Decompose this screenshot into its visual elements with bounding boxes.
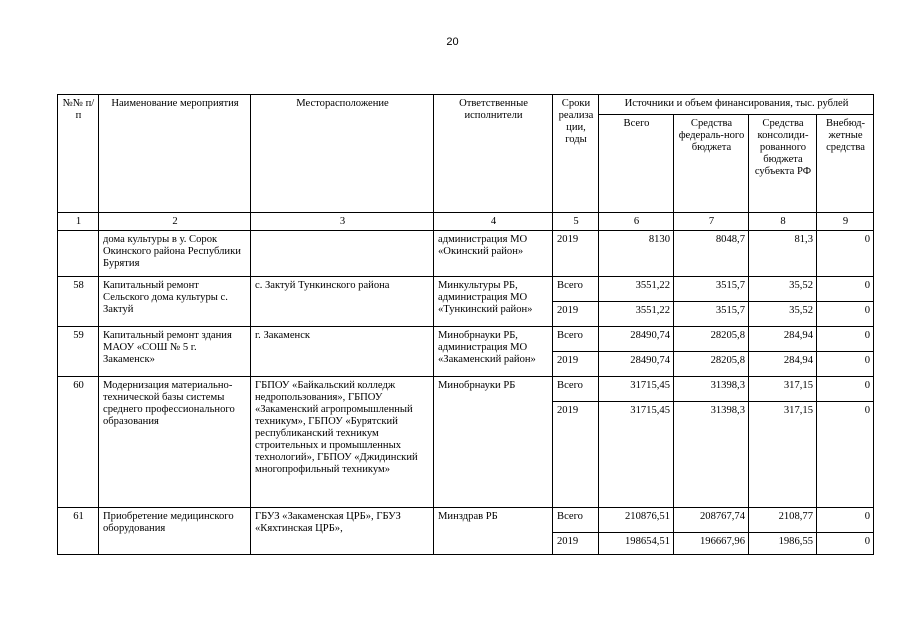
col-number: 3 — [251, 213, 434, 231]
row-total: 28490,74 — [599, 352, 674, 377]
row-extra: 0 — [817, 352, 874, 377]
header-federal: Средства федераль-ного бюджета — [674, 115, 749, 213]
row-term: Всего — [553, 277, 599, 302]
row-responsible: Минобрнауки РБ — [434, 377, 553, 508]
row-location: ГБУЗ «Закаменская ЦРБ», ГБУЗ «Кяхтинская ЦРБ», — [251, 508, 434, 555]
header-funding: Источники и объем финансирования, тыс. рублей — [599, 95, 874, 115]
row-regional: 35,52 — [749, 302, 817, 327]
row-extra: 0 — [817, 533, 874, 555]
col-number: 7 — [674, 213, 749, 231]
header-num: №№ п/п — [58, 95, 99, 213]
row-federal: 31398,3 — [674, 402, 749, 508]
row-extra: 0 — [817, 327, 874, 352]
row-location: ГБПОУ «Байкальский колледж недропользования», ГБПОУ «Закаменский агропромышленный техникум», ГБПОУ «Бурятский республиканский техникум строительных и промышленных технологий», ГБПОУ «Джидинский многопрофильный техникум» — [251, 377, 434, 508]
header-name: Наименование мероприятия — [99, 95, 251, 213]
row-term: Всего — [553, 508, 599, 533]
row-extra: 0 — [817, 302, 874, 327]
row-regional: 2108,77 — [749, 508, 817, 533]
header-regional: Средства консолиди-рованного бюджета субъекта РФ — [749, 115, 817, 213]
row-responsible: Минздрав РБ — [434, 508, 553, 555]
row-extra: 0 — [817, 402, 874, 508]
row-name: Приобретение медицинского оборудования — [99, 508, 251, 555]
table-row — [58, 377, 874, 402]
row-total: 31715,45 — [599, 377, 674, 402]
row-federal: 208767,74 — [674, 508, 749, 533]
row-regional: 284,94 — [749, 352, 817, 377]
row-federal: 3515,7 — [674, 277, 749, 302]
row-term: 2019 — [553, 302, 599, 327]
col-number: 6 — [599, 213, 674, 231]
row-extra: 0 — [817, 277, 874, 302]
row-num: 59 — [58, 327, 99, 377]
row-total: 8130 — [599, 231, 674, 277]
row-total: 3551,22 — [599, 277, 674, 302]
row-name: Капитальный ремонт здания МАОУ «СОШ № 5 г. Закаменск» — [99, 327, 251, 377]
col-number: 9 — [817, 213, 874, 231]
header-total: Всего — [599, 115, 674, 213]
table-row — [58, 508, 874, 533]
col-number: 1 — [58, 213, 99, 231]
row-regional: 81,3 — [749, 231, 817, 277]
row-extra: 0 — [817, 377, 874, 402]
row-federal: 28205,8 — [674, 352, 749, 377]
funding-table — [57, 94, 874, 555]
page-number: 20 — [446, 36, 459, 48]
header-row-1 — [58, 95, 874, 115]
row-name: Капитальный ремонт Сельского дома культуры с. Зактуй — [99, 277, 251, 327]
row-regional: 317,15 — [749, 377, 817, 402]
column-numbers-row — [58, 213, 874, 231]
row-term: Всего — [553, 377, 599, 402]
row-term: Всего — [553, 327, 599, 352]
row-num: 61 — [58, 508, 99, 555]
row-responsible: Минкультуры РБ, администрация МО «Тункинский район» — [434, 277, 553, 327]
row-num: 58 — [58, 277, 99, 327]
row-regional: 1986,55 — [749, 533, 817, 555]
row-term: 2019 — [553, 231, 599, 277]
row-regional: 35,52 — [749, 277, 817, 302]
header-responsible: Ответственные исполнители — [434, 95, 553, 213]
row-responsible: Минобрнауки РБ, администрация МО «Закаменский район» — [434, 327, 553, 377]
col-number: 2 — [99, 213, 251, 231]
row-total: 28490,74 — [599, 327, 674, 352]
header-extra: Внебюд-жетные средства — [817, 115, 874, 213]
row-name: Модернизация материально-технической базы системы среднего профессионального образования — [99, 377, 251, 508]
row-federal: 8048,7 — [674, 231, 749, 277]
col-number: 5 — [553, 213, 599, 231]
row-regional: 317,15 — [749, 402, 817, 508]
row-num: 60 — [58, 377, 99, 508]
row-federal: 3515,7 — [674, 302, 749, 327]
row-responsible: администрация МО «Окинский район» — [434, 231, 553, 277]
row-total: 31715,45 — [599, 402, 674, 508]
col-number: 8 — [749, 213, 817, 231]
row-federal: 31398,3 — [674, 377, 749, 402]
row-federal: 196667,96 — [674, 533, 749, 555]
row-name: дома культуры в у. Сорок Окинского района Республики Бурятия — [99, 231, 251, 277]
row-total: 198654,51 — [599, 533, 674, 555]
table-row — [58, 327, 874, 352]
row-location: с. Зактуй Тункинского района — [251, 277, 434, 327]
row-location — [251, 231, 434, 277]
row-term: 2019 — [553, 402, 599, 508]
header-terms: Сроки реализа ции, годы — [553, 95, 599, 213]
table-row — [58, 277, 874, 302]
row-total: 3551,22 — [599, 302, 674, 327]
row-total: 210876,51 — [599, 508, 674, 533]
row-term: 2019 — [553, 352, 599, 377]
header-location: Месторасположение — [251, 95, 434, 213]
row-num — [58, 231, 99, 277]
row-location: г. Закаменск — [251, 327, 434, 377]
row-extra: 0 — [817, 508, 874, 533]
row-term: 2019 — [553, 533, 599, 555]
row-federal: 28205,8 — [674, 327, 749, 352]
col-number: 4 — [434, 213, 553, 231]
row-extra: 0 — [817, 231, 874, 277]
table-row — [58, 231, 874, 277]
row-regional: 284,94 — [749, 327, 817, 352]
